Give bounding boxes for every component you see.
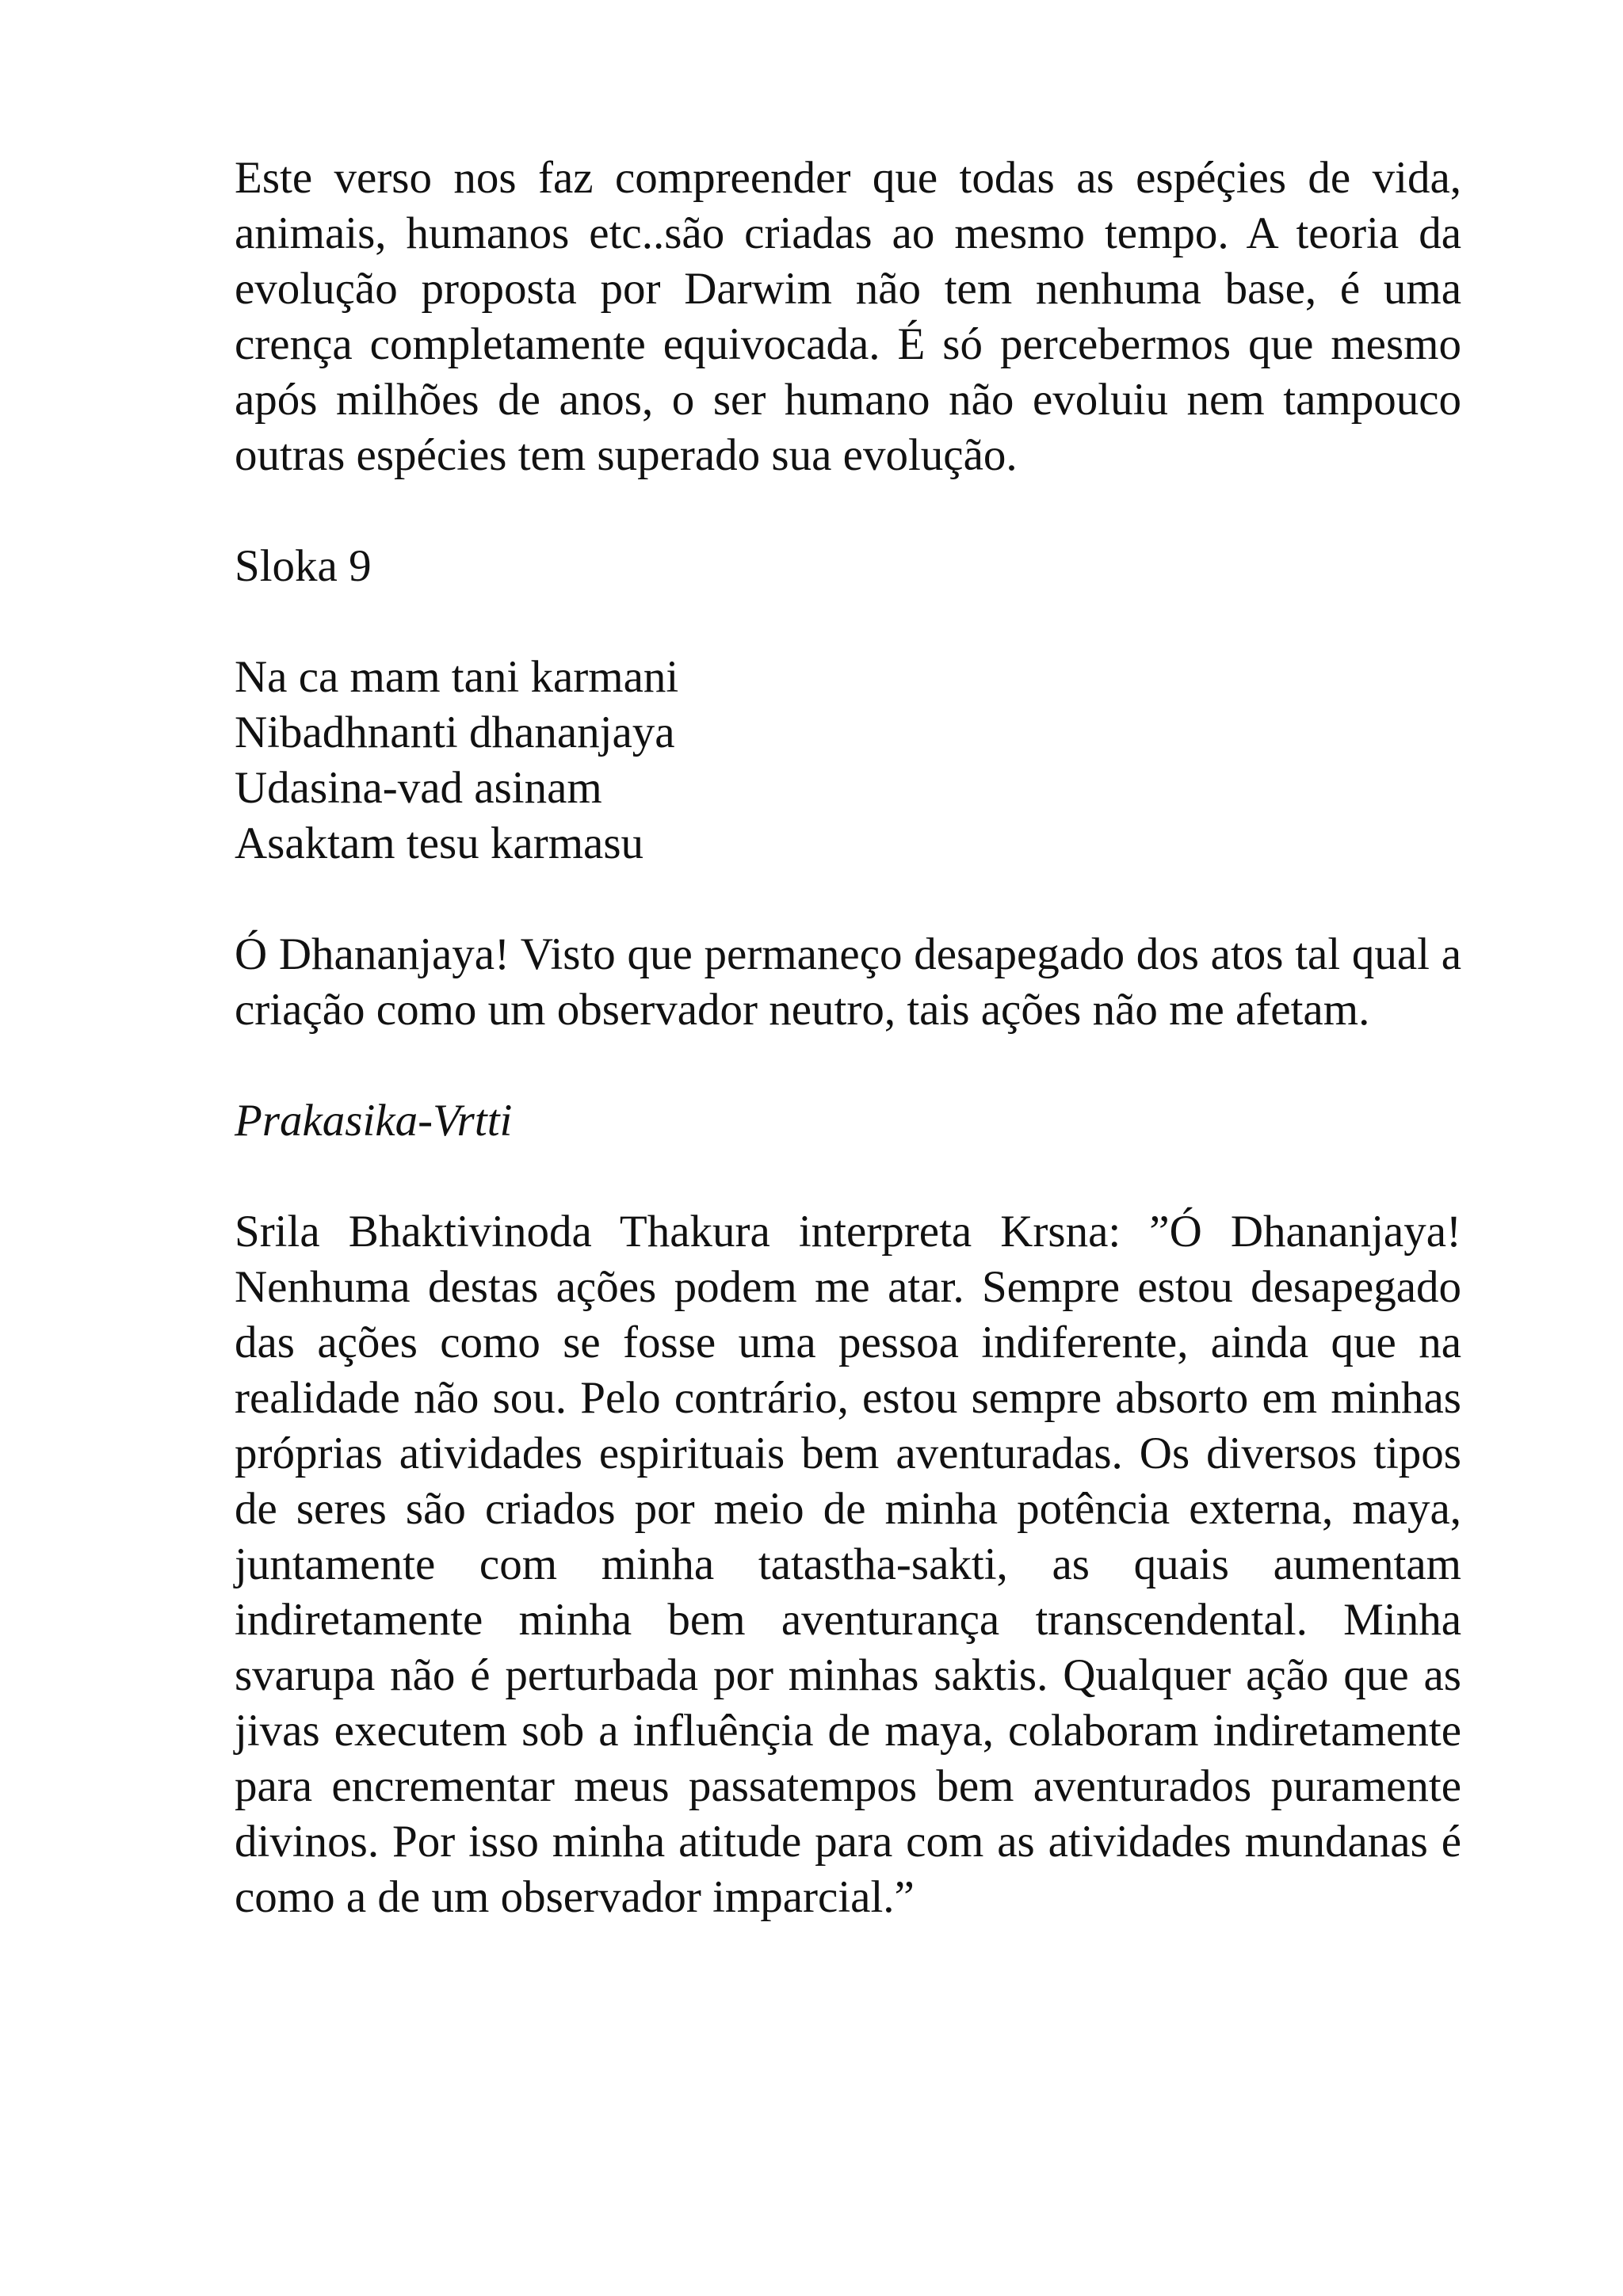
sanskrit-verse [235, 650, 1461, 871]
verse-line-2: Nibadhnanti dhananjaya [235, 707, 675, 757]
page-content [235, 151, 1461, 1925]
commentary-paragraph: Srila Bhaktivinoda Thakura interpreta Krsna: ”Ó Dhananjaya! Nenhuma destas ações podem me atar. Sempre estou desapegado das ações como se fosse uma pessoa indiferente, ainda que na realidade não sou. Pelo contrário, estou sempre absorto em minhas próprias atividades espirituais bem aventuradas. Os diversos tipos de seres são criados por meio de minha potência externa, maya, juntamente com minha tatastha-sakti, as quais aumentam indiretamente minha bem aventurança transcendental. Minha svarupa não é perturbada por minhas saktis. Qualquer ação que as jivas executem sob a influênçia de maya, colaboram indiretamente para encrementar meus passatempos bem aventurados puramente divinos. Por isso minha atitude para com as atividades mundanas é como a de um observador imparcial.” [235, 1207, 1461, 1922]
commentary-heading: Prakasika-Vrtti [235, 1096, 513, 1146]
spacer [235, 1149, 1461, 1204]
spacer [235, 483, 1461, 539]
spacer [235, 1038, 1461, 1093]
sloka-heading: Sloka 9 [235, 541, 372, 591]
intro-paragraph: Este verso nos faz compreender que todas as espéçies de vida, animais, humanos etc..são criadas ao mesmo tempo. A teoria da evolução proposta por Darwim não tem nenhuma base, é uma crença completamente equivocada. É só percebermos que mesmo após milhões de anos, o ser humano não evoluiu nem tampouco outras espécies tem superado sua evolução. [235, 153, 1461, 480]
verse-line-4: Asaktam tesu karmasu [235, 818, 644, 868]
spacer [235, 871, 1461, 927]
verse-line-3: Udasina-vad asinam [235, 763, 602, 813]
translation-paragraph: Ó Dhananjaya! Visto que permaneço desapegado dos atos tal qual a criação como um observador neutro, tais ações não me afetam. [235, 929, 1461, 1035]
spacer [235, 594, 1461, 650]
verse-line-1: Na ca mam tani karmani [235, 652, 679, 702]
